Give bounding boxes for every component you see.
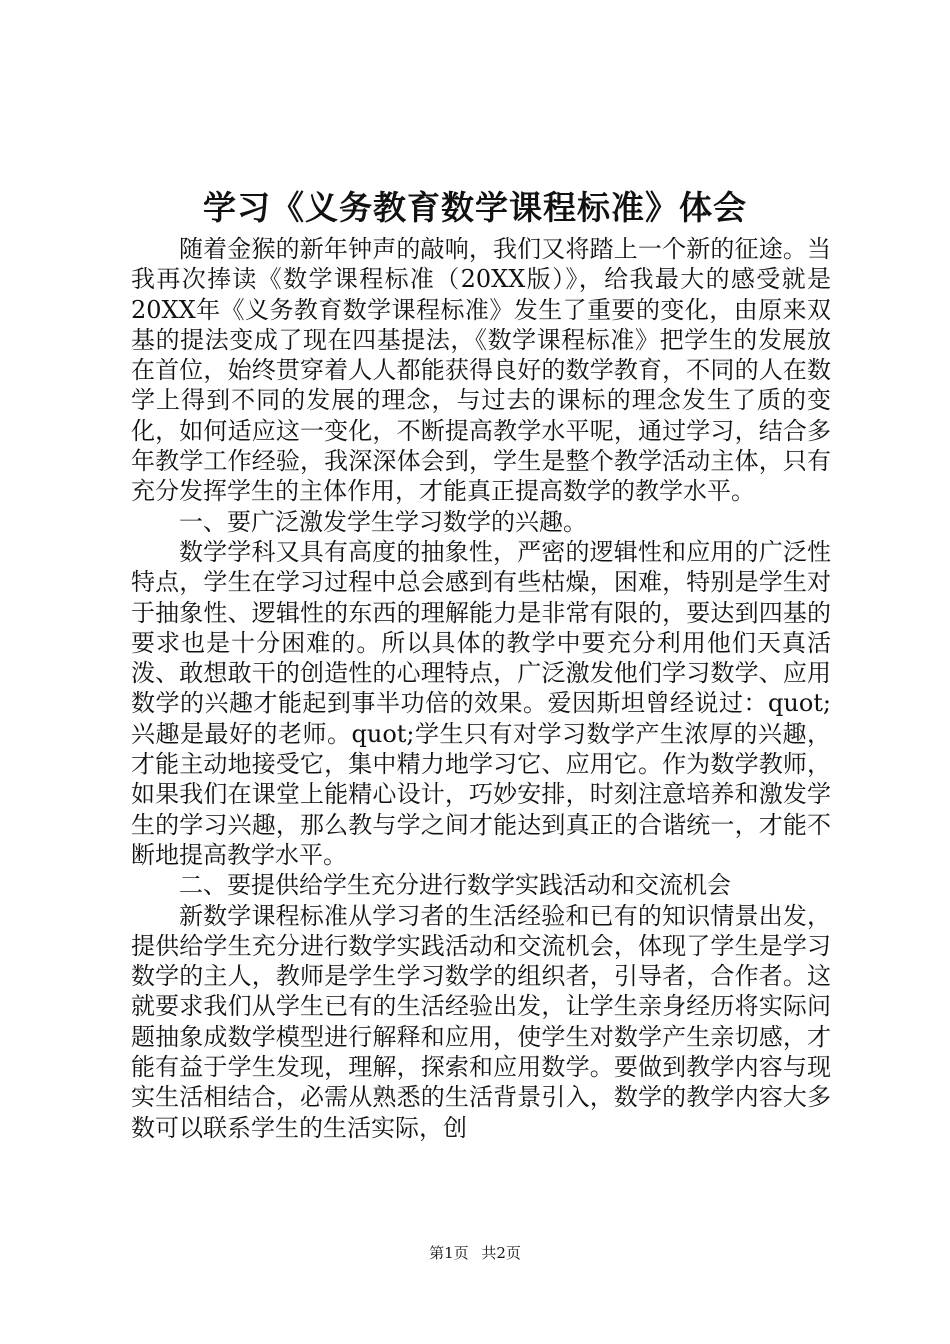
page-total: 共2页 <box>481 1244 521 1262</box>
document-body <box>131 234 831 1143</box>
section-heading-2: 二、要提供给学生充分进行数学实践活动和交流机会 <box>179 871 731 900</box>
page-footer <box>0 1242 950 1264</box>
section-paragraph-1: 数学学科又具有高度的抽象性，严密的逻辑性和应用的广泛性特点，学生在学习过程中总会感到有些枯燥，困难，特别是学生对于抽象性、逻辑性的东西的理解能力是非常有限的，要达到四基的要求也是十分困难的。所以具体的教学中要充分利用他们天真活泼、敢想敢干的创造性的心理特点，广泛激发他们学习数学、应用数学的兴趣才能起到事半功倍的效果。爱因斯坦曾经说过：quot;兴趣是最好的老师。quot;学生只有对学习数学产生浓厚的兴趣，才能主动地接受它，集中精力地学习它、应用它。作为数学教师，如果我们在课堂上能精心设计，巧妙安排，时刻注意培养和激发学生的学习兴趣，那么教与学之间才能达到真正的合谐统一，才能不断地提高教学水平。 <box>131 537 831 869</box>
page-number: 第1页 <box>429 1244 469 1262</box>
intro-paragraph: 随着金猴的新年钟声的敲响，我们又将踏上一个新的征途。当我再次捧读《数学课程标准（20XX版）》，给我最大的感受就是20XX年《义务教育数学课程标准》发生了重要的变化，由原来双基的提法变成了现在四基提法，《数学课程标准》把学生的发展放在首位，始终贯穿着人人都能获得良好的数学教育，不同的人在数学上得到不同的发展的理念，与过去的课标的理念发生了质的变化，如何适应这一变化，不断提高教学水平呢，通过学习，结合多年教学工作经验，我深深体会到，学生是整个教学活动主体，只有充分发挥学生的主体作用，才能真正提高数学的教学水平。 <box>131 235 831 506</box>
section-paragraph-2: 新数学课程标准从学习者的生活经验和已有的知识情景出发，提供给学生充分进行数学实践活动和交流机会，体现了学生是学习数学的主人，教师是学生学习数学的组织者，引导者，合作者。这就要求我们从学生已有的生活经验出发，让学生亲身经历将实际问题抽象成数学模型进行解释和应用，使学生对数学产生亲切感，才能有益于学生发现，理解，探索和应用数学。要做到教学内容与现实生活相结合，必需从熟悉的生活背景引入，数学的教学内容大多数可以联系学生的生活实际，创 <box>131 901 831 1142</box>
section-heading-1: 一、要广泛激发学生学习数学的兴趣。 <box>179 507 587 536</box>
document-title: 学习《义务教育数学课程标准》体会 <box>203 188 747 227</box>
